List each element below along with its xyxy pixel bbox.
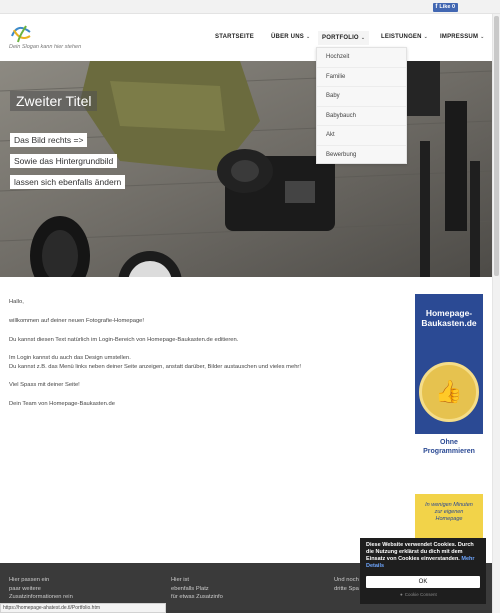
hero-text-line: Sowie das Hintergrundbild — [10, 154, 117, 168]
chevron-down-icon: ⌄ — [423, 34, 429, 40]
browser-status-bar: https://homepage-ahatest.de.tl/Portfolio.htm — [0, 603, 166, 613]
cookie-brand-label: Cookie Consent — [404, 592, 437, 597]
cookie-more-details-link[interactable]: Mehr Details — [366, 556, 475, 569]
ad-tagline-line: Homepage — [435, 516, 463, 522]
content-paragraph: Du kannst diesen Text natürlich im Login-Bereich von Homepage-Baukasten.de editieren. — [9, 337, 239, 343]
dropdown-item-bewerbung[interactable]: Bewerbung — [326, 151, 357, 158]
footer-text: paar weitere — [9, 585, 41, 592]
nav-label: PORTFOLIO — [322, 35, 359, 41]
footer-column-2 — [171, 576, 223, 602]
footer-column-3 — [334, 576, 359, 593]
footer-text: Hier passen ein — [9, 577, 50, 583]
cookie-consent-banner — [360, 538, 486, 604]
footer-column-1 — [9, 576, 73, 602]
content-paragraph: Hallo, — [9, 299, 24, 305]
ad-brand — [415, 294, 483, 354]
top-strip — [0, 0, 500, 14]
homepage-baukasten-ad[interactable] — [415, 294, 483, 554]
footer-text: Und noch — [334, 577, 359, 583]
hero-title: Zweiter Titel — [10, 91, 97, 111]
hero-banner — [0, 61, 492, 277]
page-scrollbar[interactable] — [492, 14, 500, 613]
hero-text-line: Das Bild rechts => — [10, 133, 87, 147]
footer-text: Hier ist — [171, 577, 190, 583]
footer-text: Zusatzinformationen rein — [9, 594, 73, 600]
chevron-down-icon: ⌄ — [305, 34, 311, 40]
main-content — [9, 298, 399, 409]
nav-item-portfolio[interactable] — [318, 31, 369, 45]
site-slogan: Dein Slogan kann hier stehen — [9, 44, 82, 50]
chevron-down-icon: ⌄ — [360, 35, 366, 41]
content-paragraph: Dein Team von Homepage-Baukasten.de — [9, 401, 115, 407]
cookie-icon: ● — [400, 592, 403, 597]
chevron-down-icon: ⌄ — [480, 34, 485, 40]
nav-label: LEISTUNGEN — [381, 34, 422, 40]
dropdown-item-akt[interactable]: Akt — [317, 126, 406, 146]
ad-tagline-line: zur eigenen — [434, 509, 464, 515]
site-header — [0, 14, 500, 61]
nav-item-leistungen[interactable] — [381, 34, 428, 40]
footer-text: ebenfalls Platz — [171, 585, 209, 592]
ad-thumb-section — [415, 354, 483, 434]
content-paragraph: willkommen auf deiner neuen Fotografie-Homepage! — [9, 318, 145, 324]
nav-label: IMPRESSUM — [440, 34, 479, 40]
dropdown-item-babybauch[interactable]: Babybauch — [317, 107, 406, 127]
cookie-message — [366, 542, 480, 570]
content-paragraph: Viel Spass mit deiner Seite! — [9, 382, 80, 388]
nav-label: ÜBER UNS — [271, 34, 304, 40]
footer-text: dritte Spa — [334, 585, 359, 592]
ad-brand-line: Homepage- — [425, 308, 473, 318]
cookie-text: Diese Website verwendet Cookies. Durch die Nutzung erklärst du dich mit dem Einsatz von Cookies einverstanden. — [366, 542, 474, 562]
nav-label: STARTSEITE — [215, 34, 254, 40]
dropdown-item-hochzeit[interactable]: Hochzeit — [317, 48, 406, 68]
facebook-like-label: Like 0 — [439, 4, 455, 10]
footer-text: für etwas Zusatzinfo — [171, 594, 223, 600]
nav-item-startseite[interactable] — [215, 34, 254, 40]
facebook-icon: f — [435, 4, 438, 10]
nav-item-impressum[interactable] — [440, 34, 485, 40]
ad-slogan-line: Programmieren — [423, 448, 475, 455]
portfolio-dropdown-menu — [316, 47, 407, 164]
hero-text-line: lassen sich ebenfalls ändern — [10, 175, 125, 189]
facebook-like-button[interactable] — [433, 3, 458, 12]
ad-brand-line: Baukasten.de — [421, 318, 477, 328]
thumbs-up-icon: 👍 — [419, 362, 479, 422]
nav-item-ueber-uns[interactable] — [271, 34, 310, 40]
main-nav — [0, 34, 500, 46]
cookie-ok-button[interactable]: OK — [366, 576, 480, 588]
dropdown-item-baby[interactable]: Baby — [317, 87, 406, 107]
ad-tagline-line: In wenigen Minuten — [425, 502, 473, 508]
dropdown-item-familie[interactable]: Familie — [317, 68, 406, 88]
scrollbar-thumb[interactable] — [494, 16, 499, 276]
ad-slogan-line: Ohne — [440, 439, 458, 446]
ad-slogan — [415, 434, 483, 494]
cookie-consent-brand — [400, 592, 437, 597]
content-paragraph: Im Login kannst du auch das Design umstellen. Du kannst z.B. das Menü links neben deiner Seite anzeigen, anstatt darüber, Bilder austauschen und vieles mehr! — [9, 355, 301, 370]
